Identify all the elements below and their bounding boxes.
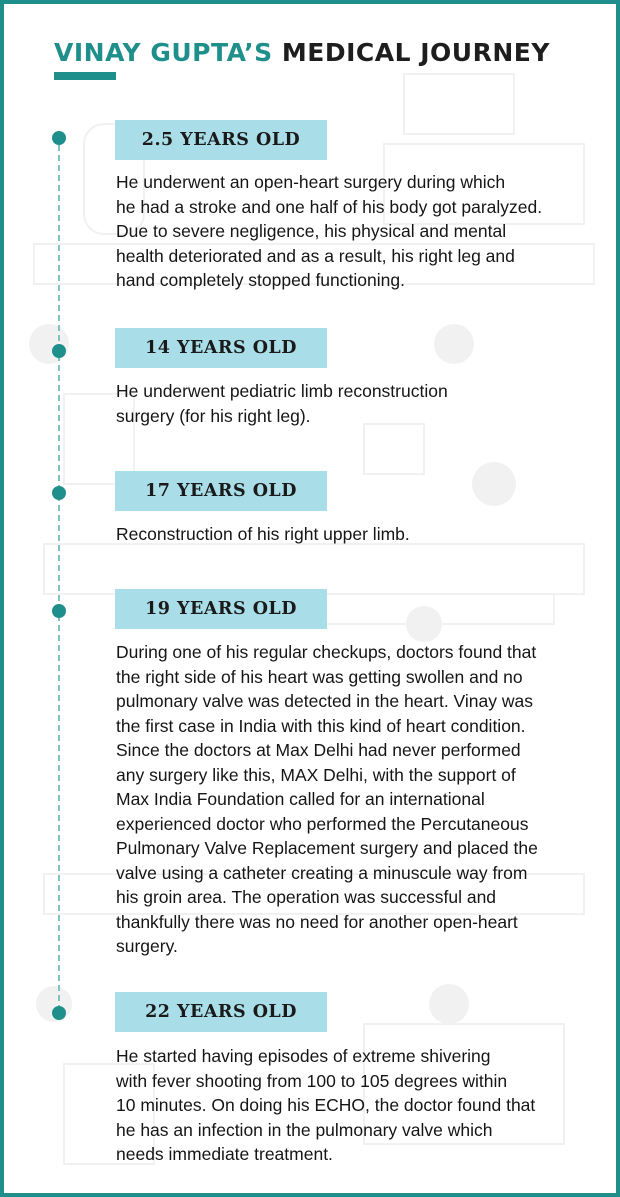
text-line: with fever shooting from 100 to 105 degrees within — [116, 1070, 508, 1091]
text-line: surgery. — [116, 936, 178, 956]
age-badge: 14 YEARS OLD — [115, 328, 327, 368]
text-line: he has an infection in the pulmonary valve which — [116, 1119, 493, 1140]
timeline-dot — [52, 604, 66, 618]
text-line: 10 minutes. On doing his ECHO, the doctor found that — [116, 1095, 536, 1115]
age-badge: 17 YEARS OLD — [115, 471, 327, 511]
title-underline-bar — [54, 72, 116, 80]
text-line: Pulmonary Valve Replacement surgery and placed the — [116, 838, 538, 858]
text-line: he had a stroke and one half of his body got paralyzed. — [116, 196, 543, 217]
text-line: health deteriorated and as a result, his right leg and — [116, 245, 515, 266]
text-line: surgery (for his right leg). — [116, 405, 311, 426]
text-line: any surgery like this, MAX Delhi, with the support of — [116, 764, 516, 785]
text-line: Max India Foundation called for an international — [116, 789, 485, 809]
age-badge: 19 YEARS OLD — [115, 589, 327, 629]
text-line: the first case in India with this kind of heart condition. — [116, 715, 526, 736]
text-line: Due to severe negligence, his physical and mental — [116, 221, 507, 241]
timeline-description — [116, 1044, 535, 1167]
text-line: needs immediate treatment. — [116, 1144, 333, 1164]
text-line: thankfully there was no need for another open-heart — [116, 911, 518, 932]
text-line: During one of his regular checkups, doctors found that — [116, 642, 537, 662]
text-line: Since the doctors at Max Delhi had never performed — [116, 740, 521, 760]
text-line: the right side of his heart was getting swollen and no — [116, 666, 523, 687]
age-badge: 2.5 YEARS OLD — [115, 120, 327, 160]
timeline-description — [116, 522, 410, 547]
age-badge: 22 YEARS OLD — [115, 992, 327, 1032]
timeline-dot — [52, 131, 66, 145]
text-line: valve using a catheter creating a minuscule way from — [116, 862, 528, 883]
timeline-dot — [52, 486, 66, 500]
text-line: Reconstruction of his right upper limb. — [116, 524, 410, 544]
title-name: VINAY GUPTA’S — [54, 38, 273, 67]
timeline-description — [116, 379, 448, 428]
text-line: pulmonary valve was detected in the heart. Vinay was — [116, 691, 533, 711]
text-line: He underwent pediatric limb reconstruction — [116, 381, 448, 401]
text-line: He underwent an open-heart surgery during which — [116, 172, 506, 192]
timeline-description — [116, 170, 542, 293]
timeline-description — [116, 640, 538, 959]
title-subject: MEDICAL JOURNEY — [281, 38, 550, 67]
timeline-dashed-line — [58, 135, 60, 1011]
text-line: his groin area. The operation was successful and — [116, 887, 497, 907]
timeline-dot — [52, 344, 66, 358]
text-line: experienced doctor who performed the Percutaneous — [116, 813, 529, 834]
text-line: hand completely stopped functioning. — [116, 270, 405, 290]
timeline-dot — [52, 1006, 66, 1020]
text-line: He started having episodes of extreme shivering — [116, 1046, 491, 1066]
page-title — [54, 38, 550, 67]
